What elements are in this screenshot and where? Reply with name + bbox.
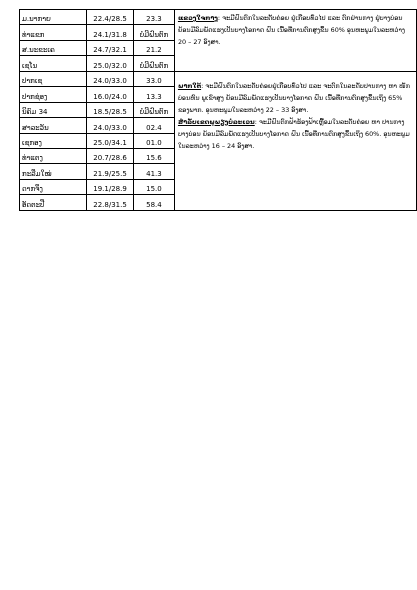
table-row (20, 71, 417, 86)
station-name: ອັດຕະປື (20, 195, 87, 210)
temperature-cell: 18.5/28.5 (87, 102, 134, 117)
region-title-south: ພາກໃຕ້ (177, 81, 202, 90)
rainfall-cell: ບໍ່ມີຝົນຕົກ (133, 56, 174, 71)
station-name: ກະລືມໃໝ່ (20, 164, 87, 179)
region-title-middle: ແຂວງໃຈກາງ (177, 14, 218, 22)
table-row (20, 10, 417, 25)
station-name: ເຊໂນ (20, 56, 87, 71)
station-name: ສາລະວັນ (20, 118, 87, 133)
temperature-cell: 25.0/32.0 (87, 56, 134, 71)
temperature-cell: 20.7/28.6 (87, 148, 134, 163)
rainfall-cell: 02.4 (133, 118, 174, 133)
station-name: ທ່າແຕງ (20, 148, 87, 163)
temperature-cell: 25.0/34.1 (87, 133, 134, 148)
station-name: ປາກເຊ (20, 71, 87, 86)
rainfall-cell: 23.3 (133, 10, 174, 25)
rainfall-cell: ບໍ່ມີຝົນຕົກ (133, 25, 174, 40)
station-name: ປາກຊ່ອງ (20, 87, 87, 102)
region-text-middle: : ຈະມີຝົນຕົກໃນລະດັບຄ່ອຍ ຢູ່ເກືອບທົ່ວໄປ ແລະ ຕົກຢ່ານກາງ ຢູ່ບາງບ່ອນ ຍ້ອນມີລົມພັດແຮງເປັນບາງໂອກາດ ຝົນ ເນື້ອທີ່ການຕົກສູງຂຶ້ນ 60% ອຸນຫະພູມໃນລະຫວ່າງ 20 – 27 ອົງສາ. (177, 14, 405, 46)
temperature-cell: 24.7/32.1 (87, 40, 134, 55)
temperature-cell: 22.8/31.5 (87, 195, 134, 210)
rainfall-cell: 15.0 (133, 179, 174, 194)
temperature-cell: 24.0/33.0 (87, 118, 134, 133)
station-name: ສ.ນະຂະເຄ (20, 40, 87, 55)
station-name: ມ.ນາກາຍ (20, 10, 87, 25)
station-name: ດາກຈຶງ (20, 179, 87, 194)
temperature-cell: 24.0/33.0 (87, 71, 134, 86)
weather-table (19, 9, 417, 211)
rainfall-cell: 01.0 (133, 133, 174, 148)
rainfall-cell: 33.0 (133, 71, 174, 86)
temperature-cell: 22.4/28.5 (87, 10, 134, 25)
rainfall-cell: ບໍ່ມີຝົນຕົກ (133, 102, 174, 117)
station-name: ເຊກອງ (20, 133, 87, 148)
rainfall-cell: 58.4 (133, 195, 174, 210)
station-name: ນິຄົມ 34 (20, 102, 87, 117)
rainfall-cell: 41.3 (133, 164, 174, 179)
forecast-middle (174, 10, 416, 72)
region-text-south: : ຈະມີຝົນຕົກໃນລະດັບຄ່ອຍຢູ່ເກືອບທົ່ວໄປ ແລະ ຈະຕົກໃນລະດັບປານກາງ ຫາ ໜັກ ບ່ອນຫົນ ພູເຂົາສູງ ຍ້ອນມີລົມພັດແຮງເປັນບາງໂອກາດ ຝົນ ເນື້ອທີ່ການຕົກສູງຂຶ້ນເຖິງ 65% ຂອງພາກ. ອຸນຫະພູມໃນລະຫວ່າງ 22 – 33 ອົງສາ. (177, 81, 410, 114)
region-title-plateau: ສຳລັບເຂດພູພຽງບໍລະເວນ (177, 117, 255, 126)
rainfall-cell: 15.6 (133, 148, 174, 163)
rainfall-cell: 21.2 (133, 40, 174, 55)
temperature-cell: 19.1/28.9 (87, 179, 134, 194)
region-text-plateau: : ຈະມີຝົນຕົກຟ້າຮ້ອງຟ້າເຫຼື້ອມໃນລະດັບຄ່ອຍ ຫາ ປານກາງ ບາງບ່ອນ ຍ້ອນມີລົມພັດແຮງເປັນບາງໂອກາດ ຝົນ ເນື້ອທີ່ການຕົກສູງຂຶ້ນເຖິງ 60%. ອຸນຫະພູມໃນລະຫວ່າງ 16 – 24 ອົງສາ. (177, 117, 410, 150)
station-name: ທ່າແຂກ (20, 25, 87, 40)
forecast-south (174, 71, 416, 210)
temperature-cell: 24.1/31.8 (87, 25, 134, 40)
rainfall-cell: 13.3 (133, 87, 174, 102)
temperature-cell: 21.9/25.5 (87, 164, 134, 179)
temperature-cell: 16.0/24.0 (87, 87, 134, 102)
